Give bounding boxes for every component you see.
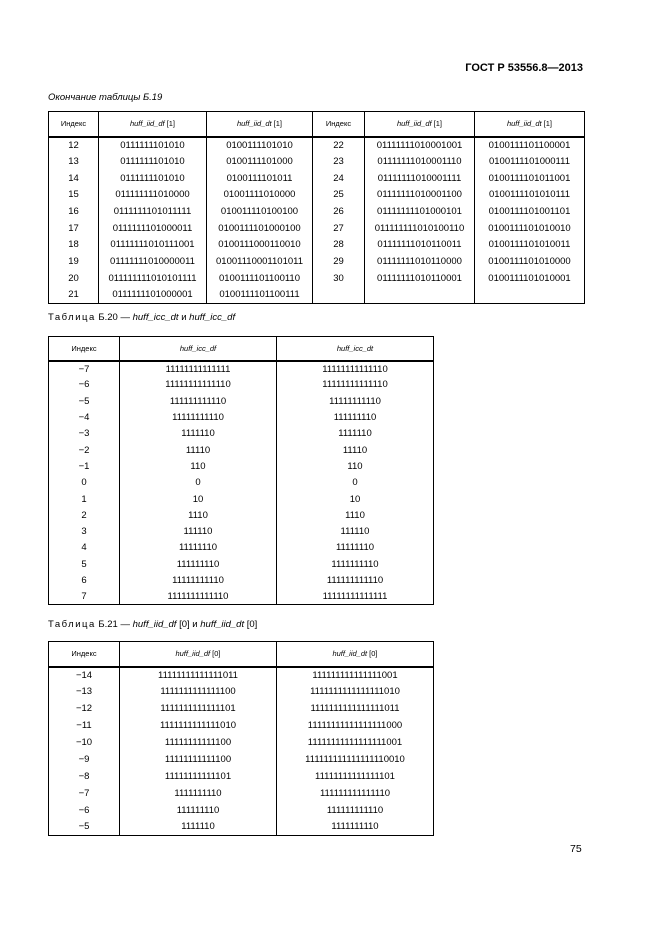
table-row bbox=[49, 491, 434, 507]
table-cell: 1110 bbox=[277, 507, 434, 523]
table-cell: 01111111010001001 bbox=[365, 137, 475, 154]
table-cell: 01111111010110011 bbox=[365, 237, 475, 254]
table-cell: −5 bbox=[49, 393, 120, 409]
table-cell: 16 bbox=[49, 203, 99, 220]
table-row bbox=[49, 137, 585, 154]
table-cell: 10 bbox=[120, 491, 277, 507]
table-cell: 011111111010101111 bbox=[99, 270, 207, 287]
table-b19-caption: Окончание таблицы Б.19 bbox=[48, 92, 163, 103]
table-cell: 30 bbox=[313, 270, 365, 287]
table-cell: 11111111110 bbox=[120, 572, 277, 588]
table-row bbox=[49, 700, 434, 717]
table-cell: 3 bbox=[49, 523, 120, 539]
table-cell: 01001110001101011 bbox=[207, 253, 313, 270]
table-cell: 111110 bbox=[277, 523, 434, 539]
table-row bbox=[49, 442, 434, 458]
table-cell: 110 bbox=[120, 458, 277, 474]
table-cell: 1111111111111100 bbox=[120, 683, 277, 700]
table-cell: −2 bbox=[49, 442, 120, 458]
col-header-huff-icc-df: huff_icc_df bbox=[120, 337, 277, 361]
table-row bbox=[49, 187, 585, 204]
table-cell: 11111111111111 bbox=[277, 589, 434, 605]
table-cell: 11111111110 bbox=[277, 393, 434, 409]
table-cell: 0111111101010 bbox=[99, 170, 207, 187]
table-cell: 01111111101000101 bbox=[365, 203, 475, 220]
table-row bbox=[49, 270, 585, 287]
document-header: ГОСТ Р 53556.8—2013 bbox=[465, 62, 583, 74]
table-cell: 11111111111100 bbox=[120, 734, 277, 751]
table-cell: 0111111101010 bbox=[99, 137, 207, 154]
col-header-huff-iid-df-0: huff_iid_df [0] bbox=[120, 642, 277, 667]
table-cell: 11111111111100 bbox=[120, 751, 277, 768]
table-row bbox=[49, 507, 434, 523]
table-cell: 0100111101001101 bbox=[475, 203, 585, 220]
page-number: 75 bbox=[570, 843, 582, 855]
table-cell: 11111110 bbox=[120, 540, 277, 556]
table-row bbox=[49, 253, 585, 270]
col-header-huff-iid-df-1: huff_iid_df [1] bbox=[99, 112, 207, 137]
table-cell: 1111110 bbox=[277, 426, 434, 442]
table-cell: −7 bbox=[49, 361, 120, 377]
table-cell: 11111111111111111000 bbox=[277, 717, 434, 734]
table-b21-caption: Таблица Б.21 — huff_iid_df [0] и huff_iid_dt [0] bbox=[48, 619, 258, 630]
table-cell: −1 bbox=[49, 458, 120, 474]
table-cell: 15 bbox=[49, 187, 99, 204]
table-cell: 0100111101010000 bbox=[475, 253, 585, 270]
col-header-huff-iid-dt-0: huff_iid_dt [0] bbox=[277, 642, 434, 667]
table-cell: 11111110 bbox=[277, 540, 434, 556]
table-row bbox=[49, 377, 434, 393]
table-row bbox=[49, 361, 434, 377]
table-cell: −9 bbox=[49, 751, 120, 768]
table-cell: 0111111101011111 bbox=[99, 203, 207, 220]
table-cell: 29 bbox=[313, 253, 365, 270]
table-cell: −6 bbox=[49, 377, 120, 393]
table-cell: 14 bbox=[49, 170, 99, 187]
table-cell: 11111111111101 bbox=[120, 768, 277, 785]
table-row bbox=[49, 540, 434, 556]
table-row bbox=[49, 237, 585, 254]
table-cell: 11111111111111011 bbox=[120, 667, 277, 684]
table-cell: 111111111110 bbox=[277, 572, 434, 588]
table-cell: 1 bbox=[49, 491, 120, 507]
table-cell: −6 bbox=[49, 802, 120, 819]
table-cell: 0100111101010111 bbox=[475, 187, 585, 204]
table-cell: 011111111010000 bbox=[99, 187, 207, 204]
table-cell: 2 bbox=[49, 507, 120, 523]
col-header-index: Индекс bbox=[49, 337, 120, 361]
table-cell: 0111111101010 bbox=[99, 153, 207, 170]
table-row bbox=[49, 734, 434, 751]
table-row bbox=[49, 667, 434, 684]
table-b20 bbox=[48, 336, 434, 605]
table-cell: 11111111111110 bbox=[277, 377, 434, 393]
table-cell: 11111111111110 bbox=[277, 361, 434, 377]
table-cell bbox=[365, 287, 475, 304]
table-cell: 24 bbox=[313, 170, 365, 187]
table-cell: 5 bbox=[49, 556, 120, 572]
table-cell: 01111111010001100 bbox=[365, 187, 475, 204]
table-cell: 12 bbox=[49, 137, 99, 154]
table-cell: 111110 bbox=[120, 523, 277, 539]
table-cell: 111111111111111001 bbox=[277, 667, 434, 684]
table-cell: 1111111110 bbox=[277, 556, 434, 572]
col-header-index: Индекс bbox=[49, 642, 120, 667]
col-header-index-2: Индекс bbox=[313, 112, 365, 137]
table-cell: 11111111111110 bbox=[120, 377, 277, 393]
table-cell: −4 bbox=[49, 409, 120, 425]
table-cell: 1111111111111111010 bbox=[277, 683, 434, 700]
table-cell: −11 bbox=[49, 717, 120, 734]
table-row bbox=[49, 523, 434, 539]
table-cell: 01001111010000 bbox=[207, 187, 313, 204]
table-cell: 1111111111111111011 bbox=[277, 700, 434, 717]
table-cell: −7 bbox=[49, 785, 120, 802]
table-cell: 20 bbox=[49, 270, 99, 287]
table-cell: 27 bbox=[313, 220, 365, 237]
table-cell: 0100111101000100 bbox=[207, 220, 313, 237]
table-cell: 23 bbox=[313, 153, 365, 170]
table-cell: 01111111010000011 bbox=[99, 253, 207, 270]
table-row bbox=[49, 785, 434, 802]
table-cell: 010011110100100 bbox=[207, 203, 313, 220]
table-cell: 21 bbox=[49, 287, 99, 304]
table-cell: 1110 bbox=[120, 507, 277, 523]
table-cell: 1111110 bbox=[120, 819, 277, 836]
table-cell: 0 bbox=[120, 475, 277, 491]
table-cell: 17 bbox=[49, 220, 99, 237]
table-cell: 1111111110 bbox=[277, 819, 434, 836]
table-cell: 0100111101100111 bbox=[207, 287, 313, 304]
table-cell: −12 bbox=[49, 700, 120, 717]
table-cell: 0 bbox=[49, 475, 120, 491]
col-header-huff-icc-dt: huff_icc_dt bbox=[277, 337, 434, 361]
table-row bbox=[49, 409, 434, 425]
table-row bbox=[49, 683, 434, 700]
table-row bbox=[49, 802, 434, 819]
table-row bbox=[49, 458, 434, 474]
table-row bbox=[49, 393, 434, 409]
table-cell: 0100111101100001 bbox=[475, 137, 585, 154]
table-cell: 0100111101011001 bbox=[475, 170, 585, 187]
table-row bbox=[49, 819, 434, 836]
col-header-huff-iid-df-1-b: huff_iid_df [1] bbox=[365, 112, 475, 137]
table-cell: 0100111101010011 bbox=[475, 237, 585, 254]
table-cell: 111111111111110 bbox=[277, 785, 434, 802]
table-cell: 11111111111111111001 bbox=[277, 734, 434, 751]
table-cell: 011111111010100110 bbox=[365, 220, 475, 237]
table-cell: 1111111111111101 bbox=[120, 700, 277, 717]
table-b20-caption: Таблица Б.20 — huff_icc_dt и huff_icc_df bbox=[48, 312, 236, 323]
table-cell: 0100111101011 bbox=[207, 170, 313, 187]
table-cell: 01111111010001111 bbox=[365, 170, 475, 187]
table-row bbox=[49, 287, 585, 304]
table-cell: 22 bbox=[313, 137, 365, 154]
col-header-huff-iid-dt-1: huff_iid_dt [1] bbox=[207, 112, 313, 137]
table-cell: 111111111110 bbox=[120, 393, 277, 409]
table-cell: −13 bbox=[49, 683, 120, 700]
table-cell: −8 bbox=[49, 768, 120, 785]
table-cell: 111111110 bbox=[277, 409, 434, 425]
table-cell: −3 bbox=[49, 426, 120, 442]
table-cell: 19 bbox=[49, 253, 99, 270]
table-row bbox=[49, 751, 434, 768]
table-row bbox=[49, 572, 434, 588]
table-cell: 111111111110 bbox=[277, 802, 434, 819]
table-cell bbox=[313, 287, 365, 304]
table-row bbox=[49, 426, 434, 442]
table-cell: 11110 bbox=[277, 442, 434, 458]
table-row bbox=[49, 475, 434, 491]
table-b21 bbox=[48, 641, 434, 836]
table-cell: 01111111010110001 bbox=[365, 270, 475, 287]
table-cell: 111111110 bbox=[120, 802, 277, 819]
table-cell: 11111111111111 bbox=[120, 361, 277, 377]
table-cell: 0100111101000111 bbox=[475, 153, 585, 170]
table-cell: 13 bbox=[49, 153, 99, 170]
table-cell: 11111111111111101 bbox=[277, 768, 434, 785]
table-cell: 0111111101000011 bbox=[99, 220, 207, 237]
table-row bbox=[49, 717, 434, 734]
table-row bbox=[49, 153, 585, 170]
table-cell: 0 bbox=[277, 475, 434, 491]
table-cell: 6 bbox=[49, 572, 120, 588]
table-cell bbox=[475, 287, 585, 304]
table-cell: 1111111111110 bbox=[120, 589, 277, 605]
table-cell: 18 bbox=[49, 237, 99, 254]
table-cell: 01111111010110000 bbox=[365, 253, 475, 270]
table-cell: 7 bbox=[49, 589, 120, 605]
table-cell: 0100111101010 bbox=[207, 137, 313, 154]
table-cell: 0100111101010001 bbox=[475, 270, 585, 287]
col-header-index: Индекс bbox=[49, 112, 99, 137]
table-cell: 10 bbox=[277, 491, 434, 507]
table-cell: 0100111101000 bbox=[207, 153, 313, 170]
table-cell: 0100111101100110 bbox=[207, 270, 313, 287]
table-cell: 0111111101000001 bbox=[99, 287, 207, 304]
table-row bbox=[49, 589, 434, 605]
table-cell: 11111111110 bbox=[120, 409, 277, 425]
table-cell: 1111110 bbox=[120, 426, 277, 442]
table-cell: 25 bbox=[313, 187, 365, 204]
table-row bbox=[49, 170, 585, 187]
table-cell: 01111111010111001 bbox=[99, 237, 207, 254]
table-cell: 4 bbox=[49, 540, 120, 556]
table-row bbox=[49, 556, 434, 572]
table-cell: −5 bbox=[49, 819, 120, 836]
table-cell: 111111111111111110010 bbox=[277, 751, 434, 768]
table-row bbox=[49, 220, 585, 237]
table-cell: 0100111000110010 bbox=[207, 237, 313, 254]
table-cell: 0100111101010010 bbox=[475, 220, 585, 237]
table-b19 bbox=[48, 111, 585, 304]
table-cell: 110 bbox=[277, 458, 434, 474]
table-cell: 01111111010001110 bbox=[365, 153, 475, 170]
table-cell: 11110 bbox=[120, 442, 277, 458]
table-cell: 26 bbox=[313, 203, 365, 220]
table-cell: 1111111110 bbox=[120, 785, 277, 802]
table-cell: 1111111111111010 bbox=[120, 717, 277, 734]
table-cell: 28 bbox=[313, 237, 365, 254]
table-cell: −14 bbox=[49, 667, 120, 684]
table-cell: 111111110 bbox=[120, 556, 277, 572]
table-row bbox=[49, 768, 434, 785]
table-row bbox=[49, 203, 585, 220]
col-header-huff-iid-dt-1-b: huff_iid_dt [1] bbox=[475, 112, 585, 137]
table-cell: −10 bbox=[49, 734, 120, 751]
